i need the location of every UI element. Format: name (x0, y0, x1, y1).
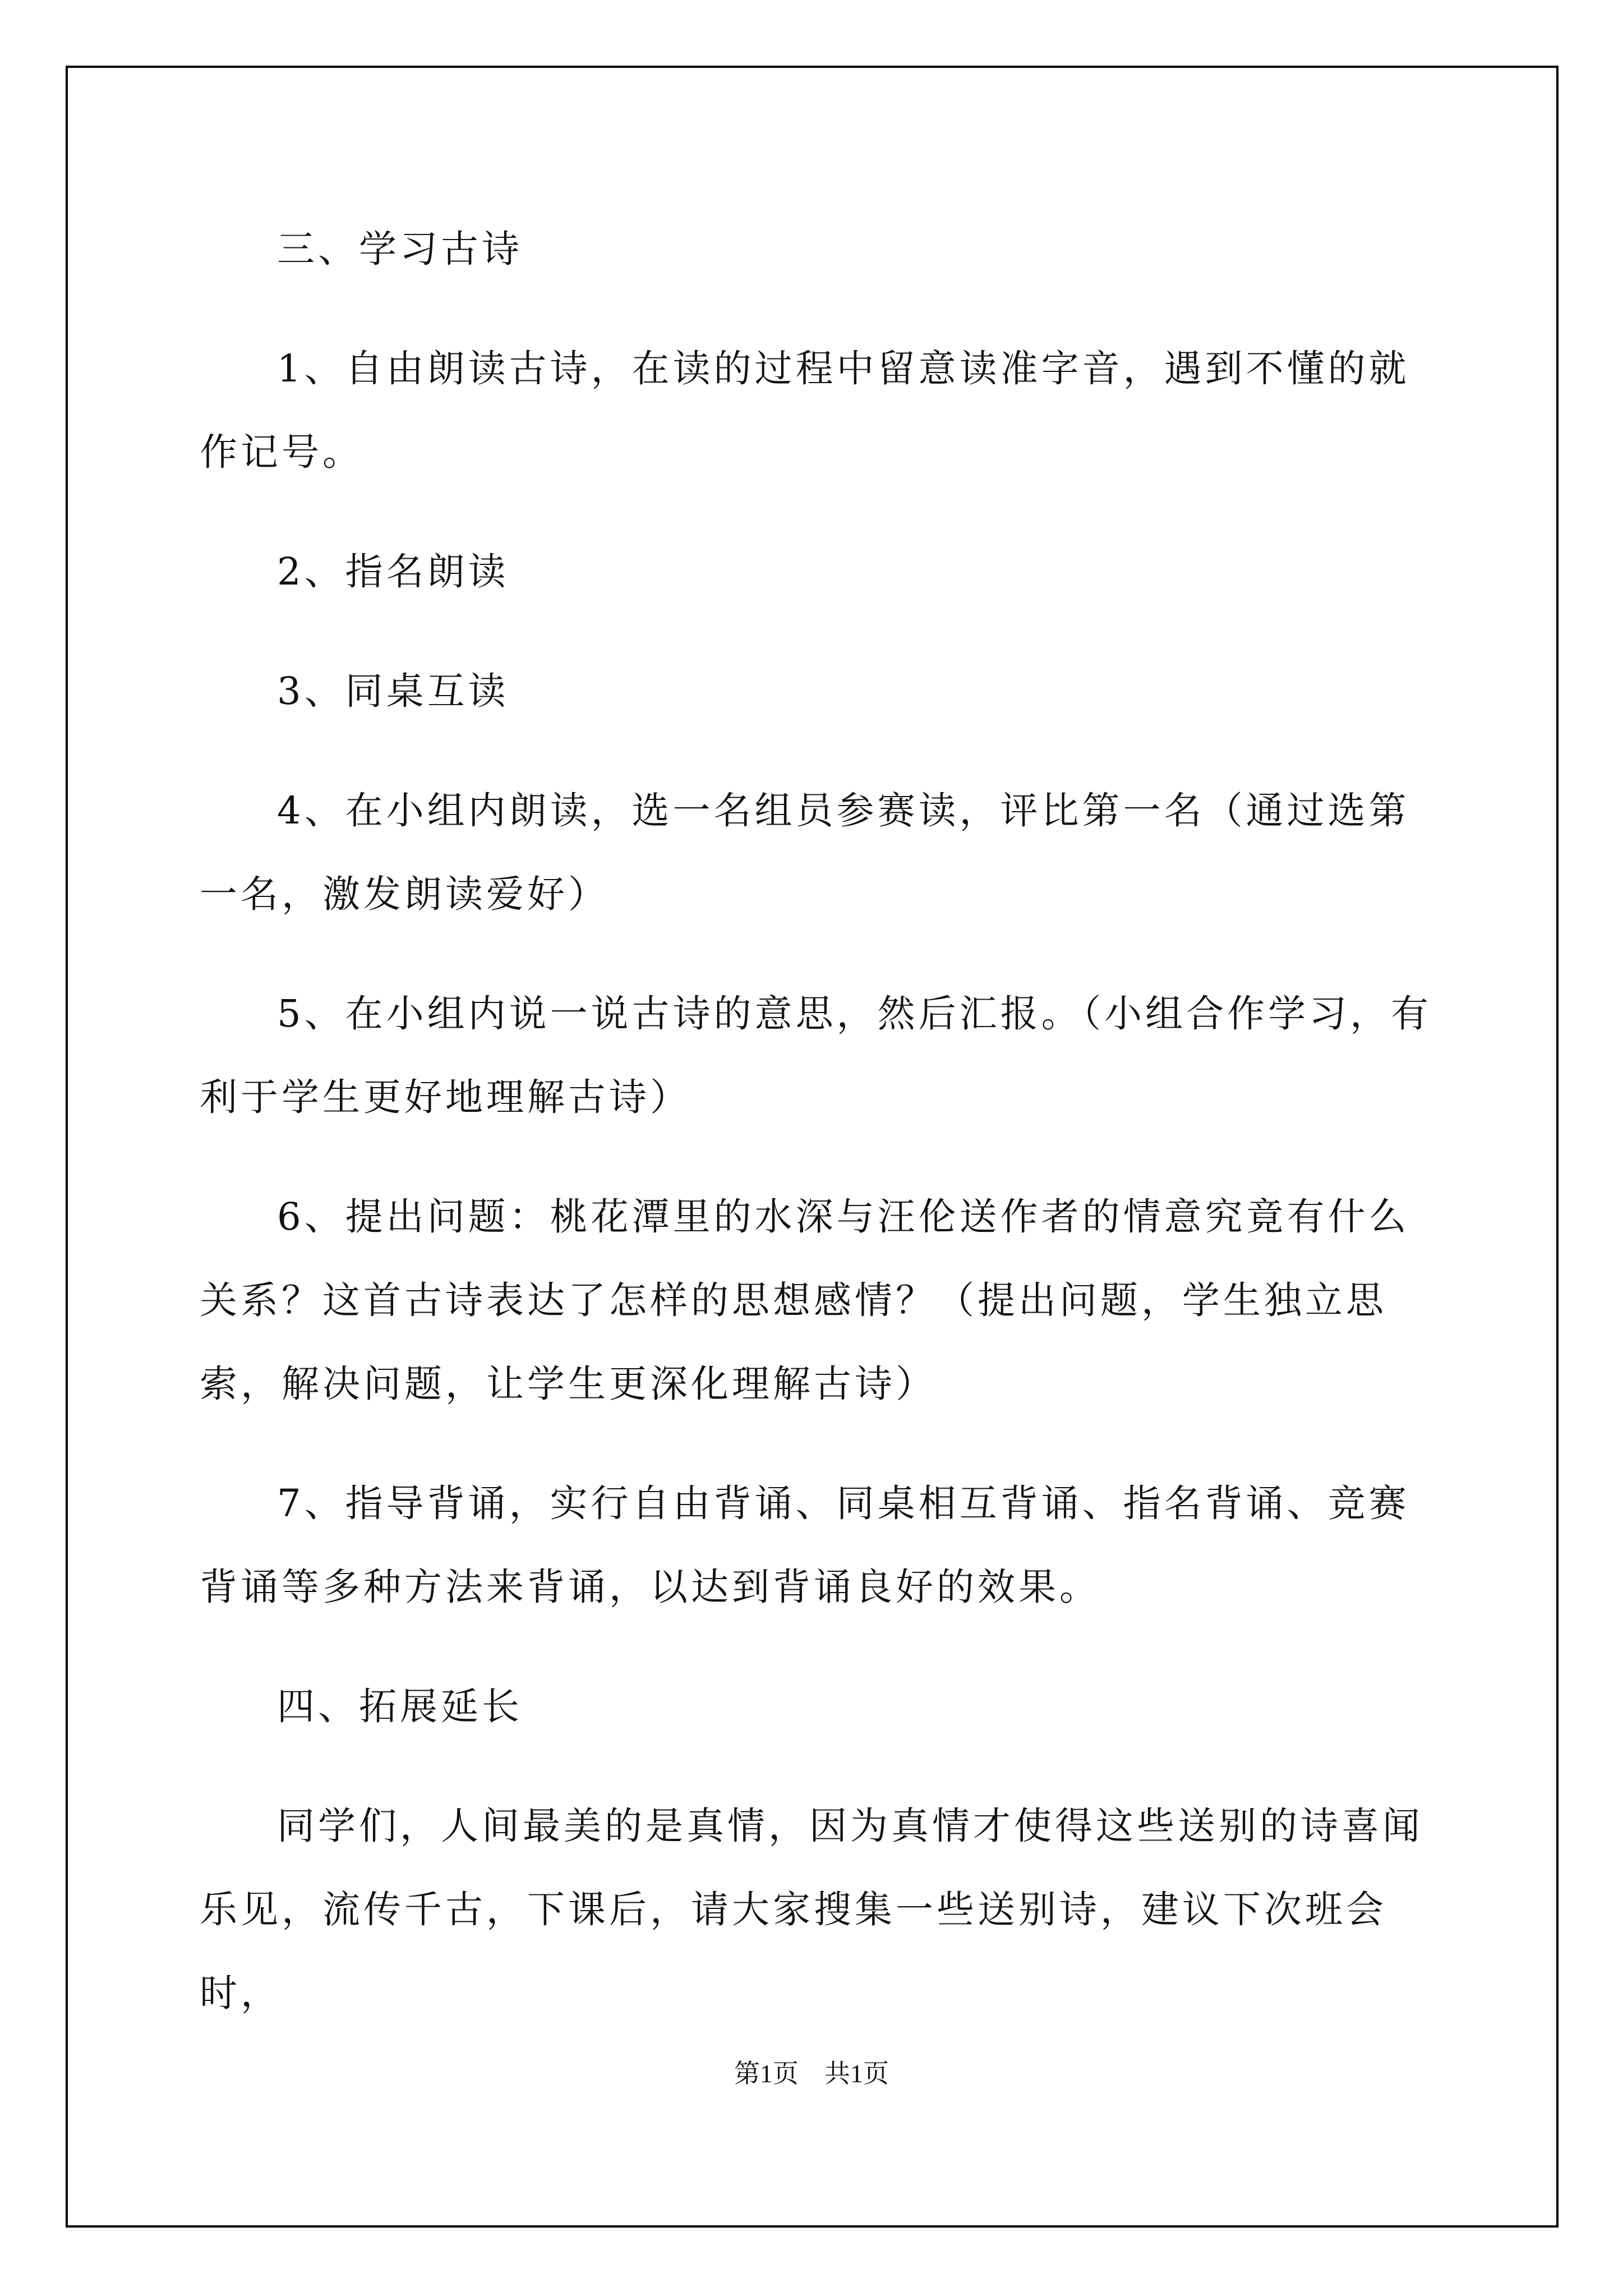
paragraph-step-2: 2、指名朗读 (277, 550, 509, 593)
section-heading-learn-poem: 三、学习古诗 (277, 227, 523, 271)
paragraph-step-3: 3、同桌互读 (277, 669, 509, 713)
paragraph-step-4: 4、在小组内朗读，选一名组员参赛读，评比第一名（通过选第一名，激发朗读爱好） (200, 789, 1410, 916)
paragraph-closing: 同学们，人间最美的是真情，因为真情才使得这些送别的诗喜闻乐见，流传千古，下课后，请大家搜集一些送别诗，建议下次班会时， (200, 1804, 1423, 2015)
paragraph-step-6: 6、提出问题：桃花潭里的水深与汪伦送作者的情意究竟有什么关系？这首古诗表达了怎样的思想感情？（提出问题，学生独立思索，解决问题，让学生更深化理解古诗） (200, 1195, 1410, 1406)
paragraph-step-5: 5、在小组内说一说古诗的意思，然后汇报。（小组合作学习，有利于学生更好地理解古诗） (200, 992, 1432, 1119)
document-body (200, 208, 1437, 2071)
page-footer: 第1页 共1页 (734, 2059, 889, 2088)
paragraph-step-1: 1、自由朗读古诗，在读的过程中留意读准字音，遇到不懂的就作记号。 (200, 347, 1410, 474)
paragraph-step-7: 7、指导背诵，实行自由背诵、同桌相互背诵、指名背诵、竞赛背诵等多种方法来背诵，以达到背诵良好的效果。 (200, 1481, 1410, 1609)
section-heading-extension: 四、拓展延长 (277, 1685, 523, 1728)
